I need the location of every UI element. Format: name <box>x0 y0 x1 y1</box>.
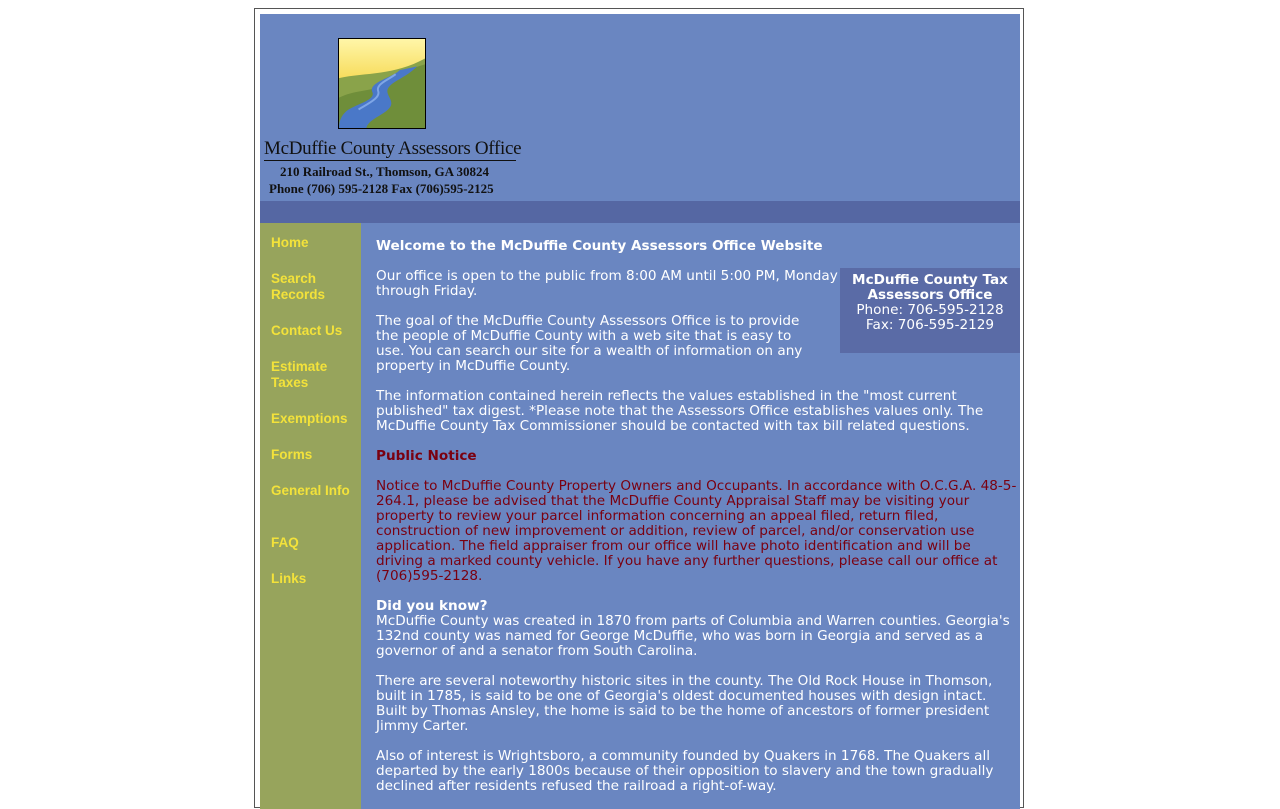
page-frame <box>254 8 1024 808</box>
contact-box-title: McDuffie County Tax Assessors Office <box>852 272 1008 303</box>
sidebar-nav <box>260 223 361 809</box>
header-divider-bar <box>260 201 1020 223</box>
welcome-heading: Welcome to the McDuffie County Assessors Office Website <box>376 238 823 254</box>
goal-text: The goal of the McDuffie County Assessors Office is to provide the people of McDuffie County with a web site that is easy to use. You can search our site for a wealth of information on any property in McDuffie County. <box>376 313 803 374</box>
office-title: McDuffie County Assessors Office <box>264 138 522 159</box>
sidebar-item-forms[interactable]: Forms <box>271 447 313 462</box>
did-you-know-text: McDuffie County was created in 1870 from parts of Columbia and Warren counties. Georgia's 132nd county was named for George McDuffie, who was born in Georgia and served as a governor of and a senator from South Carolina. <box>376 613 1010 659</box>
public-notice-text: Notice to McDuffie County Property Owners and Occupants. In accordance with O.C.G.A. 48-5-264.1, please be advised that the McDuffie County Appraisal Staff may be visiting your property to review your parcel information concerning an appeal filed, return filed, construction of new improvement or addition, review of parcel, and/or conservation use application. The field appraiser from our office will have photo identification and will be driving a marked county vehicle. If you have any further questions, please call our office at (706)595-2128. <box>376 478 1017 584</box>
sidebar-item-links[interactable]: Links <box>271 571 307 586</box>
historic-sites-text: There are several noteworthy historic sites in the county. The Old Rock House in Thomson, built in 1785, is said to be one of Georgia's oldest documented houses with design intact. Built by Thomas Ansley, the home is said to be the home of ancestors of former president Jimmy Carter. <box>376 673 993 734</box>
sidebar-item-contact-us[interactable]: Contact Us <box>271 323 343 338</box>
sidebar-item-search-records[interactable]: Search Records <box>271 271 326 302</box>
river-landscape-logo-icon <box>338 38 426 129</box>
contact-box-phone: Phone: 706-595-2128 <box>856 302 1004 318</box>
did-you-know-heading: Did you know? <box>376 598 488 614</box>
office-phone-fax: Phone (706) 595-2128 Fax (706)595-2125 <box>269 181 494 196</box>
sidebar-item-exemptions[interactable]: Exemptions <box>271 411 348 426</box>
wrightsboro-text: Also of interest is Wrightsboro, a community founded by Quakers in 1768. The Quakers all departed by the early 1800s because of their opposition to slavery and the town gradually declined after residents refused the railroad a right-of-way. <box>376 748 994 794</box>
office-address: 210 Railroad St., Thomson, GA 30824 <box>280 164 490 179</box>
office-hours-text: Our office is open to the public from 8:00 AM until 5:00 PM, Monday through Friday. <box>376 268 838 299</box>
public-notice-heading: Public Notice <box>376 448 477 464</box>
main-content <box>361 223 1020 809</box>
sidebar-item-estimate-taxes[interactable]: Estimate Taxes <box>271 359 328 390</box>
digest-info-text: The information contained herein reflects the values established in the "most current published" tax digest. *Please note that the Assessors Office establishes values only. The McDuffie County Tax Commissioner should be contacted with tax bill related questions. <box>376 388 984 434</box>
sidebar-item-faq[interactable]: FAQ <box>271 535 299 550</box>
contact-box-fax: Fax: 706-595-2129 <box>865 317 995 333</box>
contact-info-box <box>840 268 1020 353</box>
header <box>260 14 1020 201</box>
sidebar-item-home[interactable]: Home <box>271 235 309 250</box>
sidebar-item-general-info[interactable]: General Info <box>271 483 350 498</box>
